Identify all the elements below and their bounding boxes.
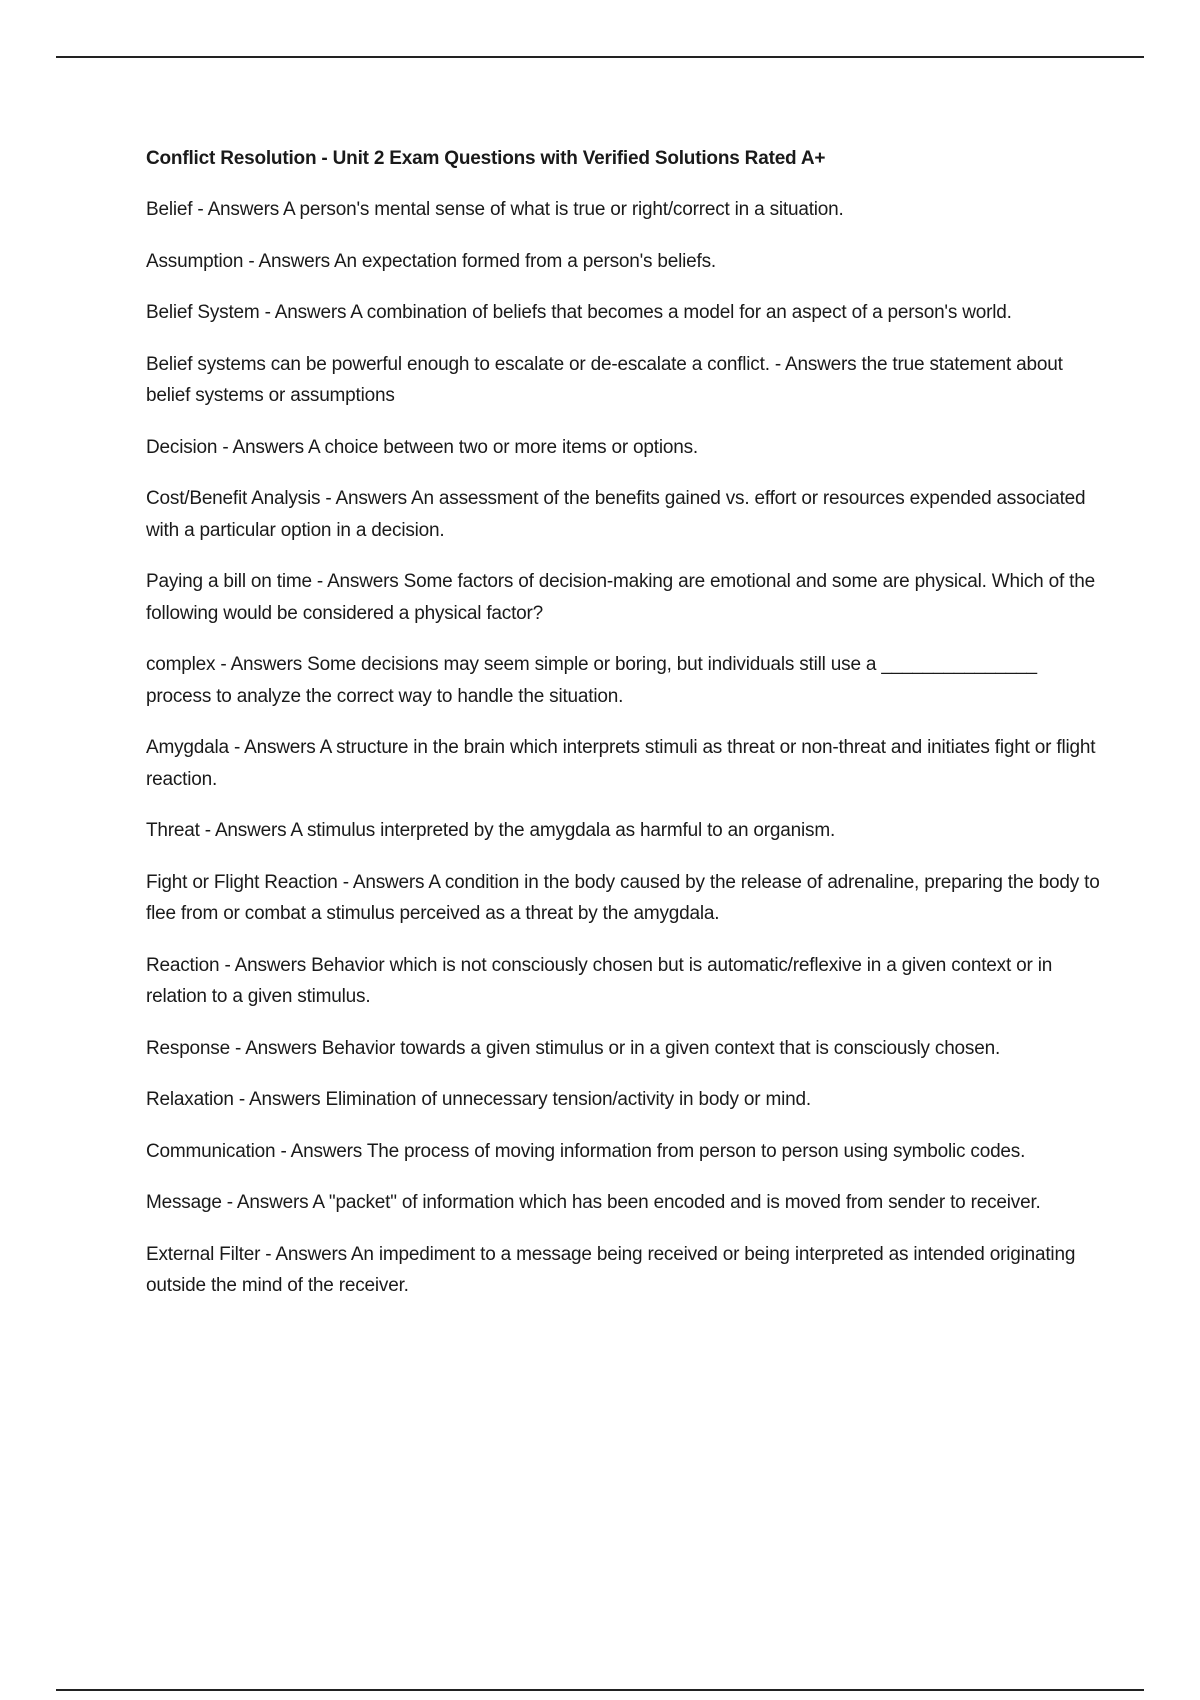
header-rule (56, 56, 1144, 58)
entry-amygdala: Amygdala - Answers A structure in the brain which interprets stimuli as threat or non-threat and initiates fight or flight reaction. (146, 737, 1096, 790)
entry-list (146, 194, 1106, 1302)
footer-rule (56, 1689, 1144, 1691)
entry-communication: Communication - Answers The process of moving information from person to person using symbolic codes. (146, 1140, 1026, 1162)
entry-belief: Belief - Answers A person's mental sense of what is true or right/correct in a situation. (146, 199, 844, 220)
entry-belief-system: Belief System - Answers A combination of beliefs that becomes a model for an aspect of a person's world. (146, 302, 1012, 323)
document-title: Conflict Resolution - Unit 2 Exam Questions with Verified Solutions Rated A+ (146, 148, 826, 169)
entry-complex: complex - Answers Some decisions may seem simple or boring, but individuals still use a _______________ process to analyze the correct way to handle the situation. (146, 654, 1037, 707)
entry-paying-bill: Paying a bill on time - Answers Some factors of decision-making are emotional and some are physical. Which of the following would be considered a physical factor? (146, 571, 1095, 624)
entry-message: Message - Answers A "packet" of information which has been encoded and is moved from sender to receiver. (146, 1192, 1041, 1213)
entry-cost-benefit-analysis: Cost/Benefit Analysis - Answers An assessment of the benefits gained vs. effort or resources expended associated with a particular option in a decision. (146, 488, 1086, 541)
entry-relaxation: Relaxation - Answers Elimination of unnecessary tension/activity in body or mind. (146, 1089, 811, 1110)
document-body (146, 144, 1106, 1322)
entry-decision: Decision - Answers A choice between two or more items or options. (146, 436, 698, 458)
entry-external-filter: External Filter - Answers An impediment to a message being received or being interpreted as intended originating outside the mind of the receiver. (146, 1243, 1076, 1296)
entry-response: Response - Answers Behavior towards a given stimulus or in a given context that is consciously chosen. (146, 1037, 1001, 1059)
entry-fight-or-flight: Fight or Flight Reaction - Answers A condition in the body caused by the release of adrenaline, preparing the body to flee from or combat a stimulus perceived as a threat by the amygdala. (146, 871, 1100, 924)
entry-assumption: Assumption - Answers An expectation formed from a person's beliefs. (146, 250, 717, 272)
entry-reaction: Reaction - Answers Behavior which is not consciously chosen but is automatic/reflexive in a given context or in relation to a given stimulus. (146, 954, 1053, 1007)
entry-belief-systems-statement: Belief systems can be powerful enough to escalate or de-escalate a conflict. - Answers the true statement about belief systems or assumptions (146, 353, 1063, 406)
entry-threat: Threat - Answers A stimulus interpreted by the amygdala as harmful to an organism. (146, 820, 836, 841)
